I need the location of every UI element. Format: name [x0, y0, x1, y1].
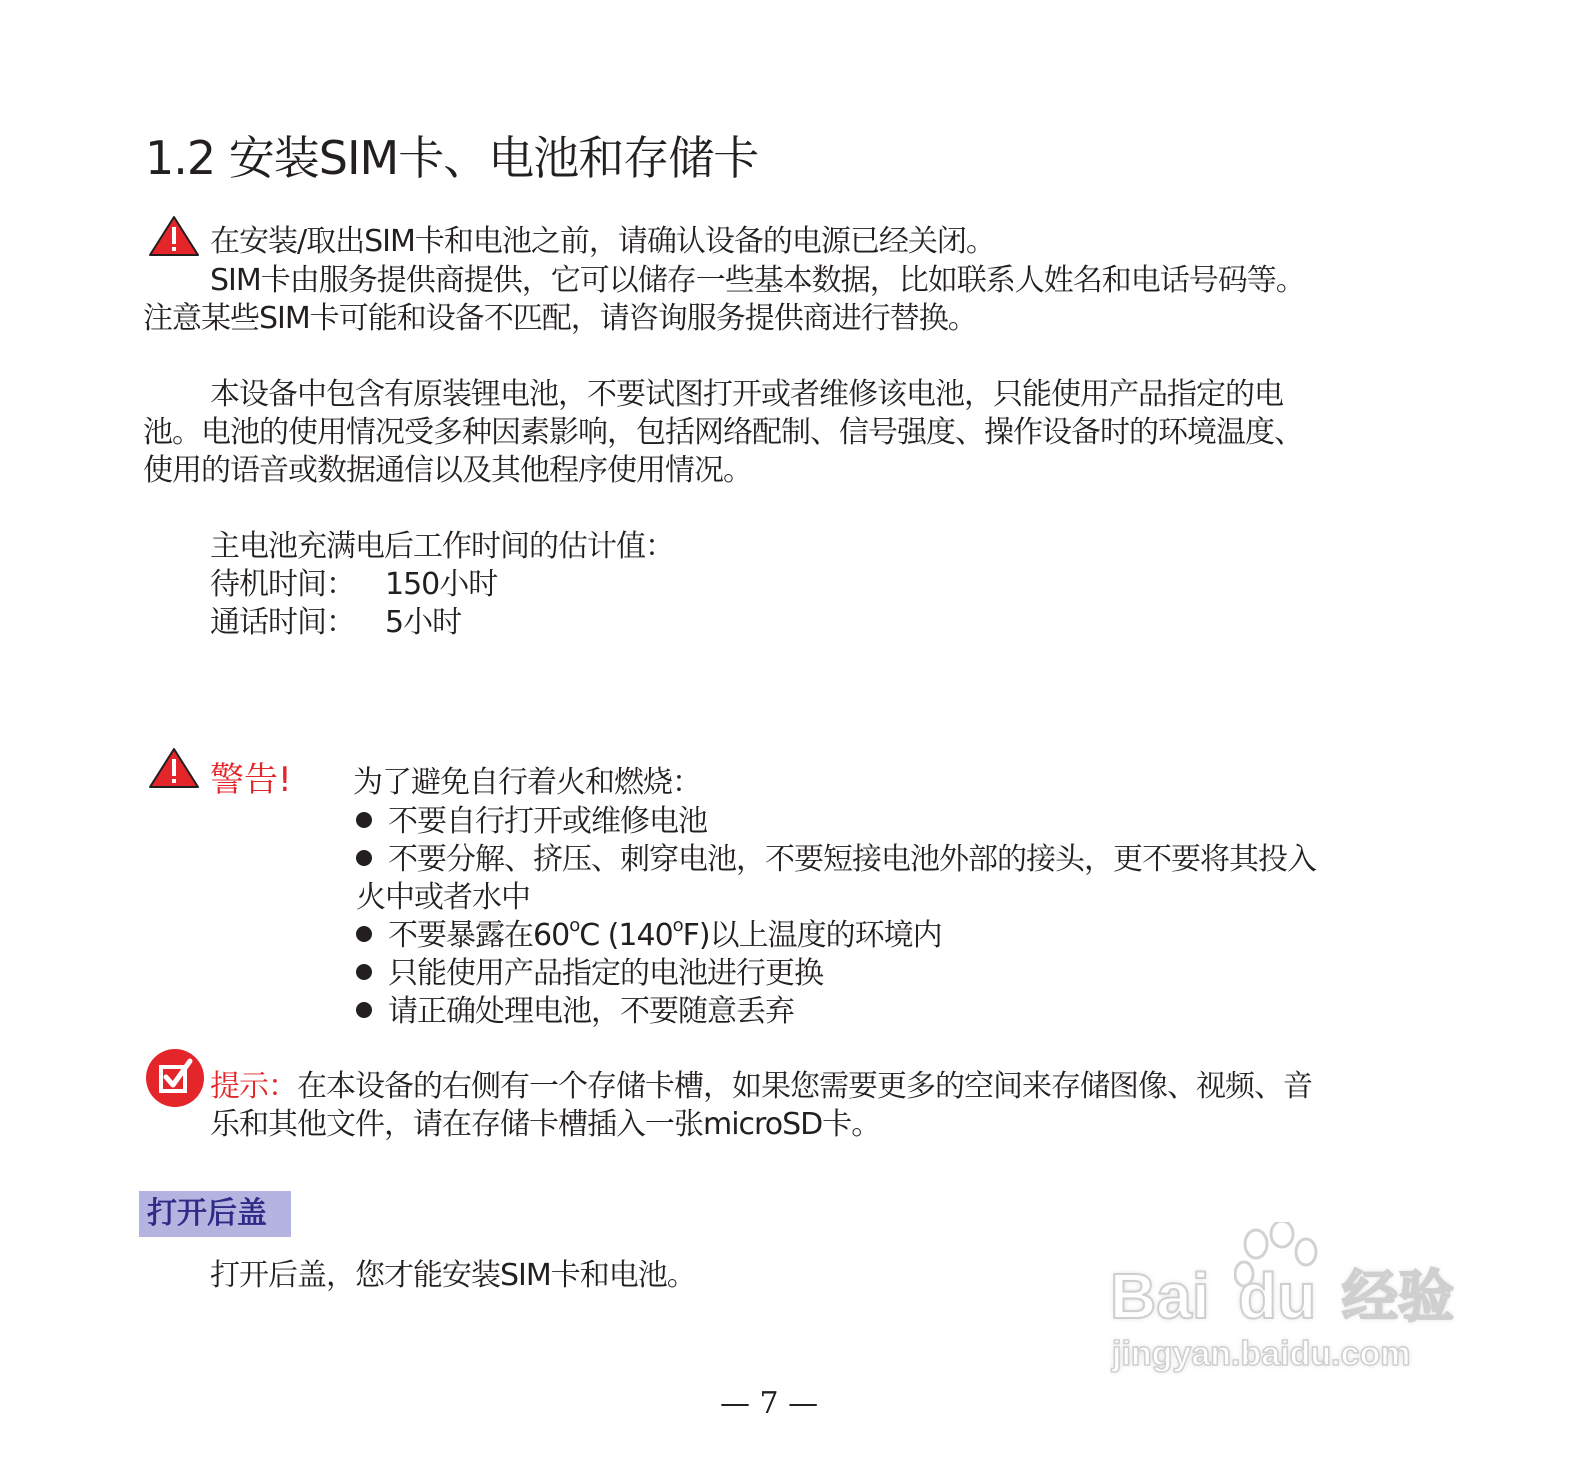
warning-bullet: 不要自行打开或维修电池 — [356, 803, 707, 841]
battery-para-line-2: 池。电池的使用情况受多种因素影响，包括网络配制、信号强度、操作设备时的环境温度、 — [143, 415, 1303, 450]
watermark-brand-du: du — [1238, 1260, 1317, 1332]
watermark-url: jingyan.baidu.com — [1112, 1335, 1411, 1373]
warning-triangle-icon — [148, 214, 200, 258]
bullet-dot — [356, 850, 372, 866]
caution-line-2: SIM卡由服务提供商提供，它可以储存一些基本数据，比如联系人姓名和电话号码等。 — [210, 263, 1305, 298]
talk-value: 5小时 — [385, 605, 462, 640]
section-body: 打开后盖，您才能安装SIM卡和电池。 — [210, 1258, 696, 1293]
bullet-dot — [356, 964, 372, 980]
standby-label: 待机时间： — [210, 567, 355, 602]
page-title: 1.2 安装SIM卡、电池和存储卡 — [145, 131, 759, 185]
battery-time-heading: 主电池充满电后工作时间的估计值： — [210, 529, 674, 564]
caution-line-1: 在安装/取出SIM卡和电池之前，请确认设备的电源已经关闭。 — [210, 224, 995, 259]
degree-symbol: o — [569, 915, 580, 936]
standby-value: 150小时 — [385, 567, 498, 602]
bullet-dot — [356, 926, 372, 942]
battery-para-line-1: 本设备中包含有原装锂电池，不要试图打开或者维修该电池，只能使用产品指定的电 — [210, 377, 1283, 412]
warning-bullet: 不要暴露在60$^o$C (140$^o$F)以上温度的环境内 — [356, 917, 942, 955]
bullet-dot — [356, 1002, 372, 1018]
caution-line-3: 注意某些SIM卡可能和设备不匹配，请咨询服务提供商进行替换。 — [143, 301, 977, 336]
warning-bullet: 请正确处理电池，不要随意丢弃 — [356, 993, 794, 1031]
section-heading: 打开后盖 — [147, 1196, 267, 1231]
warning-label: 警告! — [210, 760, 292, 800]
watermark-cn: 经验 — [1342, 1265, 1454, 1328]
warning-triangle-icon — [148, 746, 200, 790]
tip-line-1: 提示：在本设备的右侧有一个存储卡槽，如果您需要更多的空间来存储图像、视频、音 — [210, 1069, 1312, 1104]
warning-bullet: 只能使用产品指定的电池进行更换 — [356, 955, 823, 993]
watermark-brand: Bai — [1110, 1260, 1210, 1332]
warning-intro: 为了避免自行着火和燃烧： — [353, 765, 701, 800]
warning-bullet-continuation: 火中或者水中 — [356, 880, 530, 915]
talk-label: 通话时间： — [210, 605, 355, 640]
tip-label: 提示： — [210, 1069, 297, 1104]
checkbox-tip-icon — [144, 1047, 206, 1109]
page-number: — 7 — — [720, 1386, 819, 1421]
bullet-dot — [356, 812, 372, 828]
tip-line-2: 乐和其他文件，请在存储卡槽插入一张microSD卡。 — [210, 1107, 881, 1142]
degree-symbol: o — [672, 915, 683, 936]
battery-para-line-3: 使用的语音或数据通信以及其他程序使用情况。 — [143, 453, 752, 488]
baidu-watermark — [1110, 1222, 1480, 1372]
warning-bullet: 不要分解、挤压、刺穿电池，不要短接电池外部的接头，更不要将其投入 — [356, 841, 1316, 879]
